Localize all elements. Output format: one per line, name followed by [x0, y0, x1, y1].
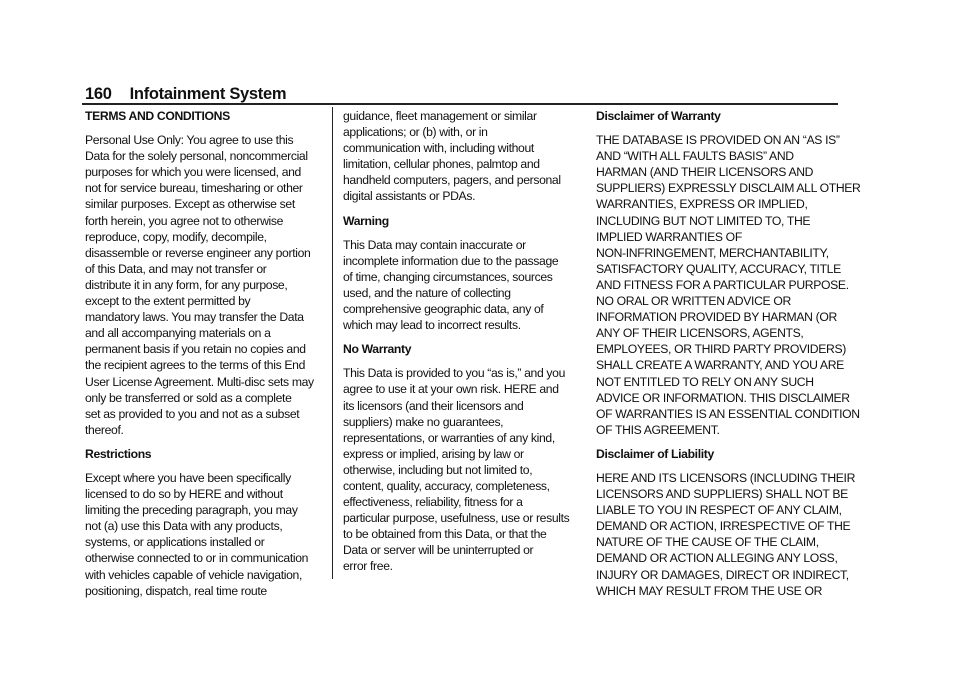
- text-line: which may lead to incorrect results.: [343, 318, 521, 333]
- text-line: limitation, cellular phones, palmtop and: [343, 157, 540, 172]
- text-line: error free.: [343, 559, 393, 574]
- text-line: SATISFACTORY QUALITY, ACCURACY, TITLE: [596, 261, 841, 276]
- column-right: [596, 108, 861, 607]
- text-line: NON-INFRINGEMENT, MERCHANTABILITY,: [596, 245, 829, 260]
- text-line: express or implied, arising by law or: [343, 446, 524, 461]
- text-line: AND “WITH ALL FAULTS BASIS” AND: [596, 149, 794, 164]
- text-line: This Data is provided to you “as is,” and you: [343, 366, 566, 381]
- text-line: agree to use it at your own risk. HERE and: [343, 382, 559, 397]
- text-line: otherwise connected to or in communication: [85, 551, 309, 566]
- text-line: User License Agreement. Multi-disc sets may: [85, 374, 314, 389]
- text-line: not (a) use this Data with any products,: [85, 519, 283, 534]
- column-middle: [343, 108, 583, 583]
- text-line: with vehicles capable of vehicle navigation,: [85, 567, 302, 582]
- text-line: the recipient agrees to the terms of this End: [85, 358, 306, 373]
- heading-restrictions: Restrictions: [85, 446, 152, 461]
- text-line: communication with, including without: [343, 141, 534, 156]
- paragraph-no-warranty: [343, 365, 583, 574]
- text-line: handheld computers, pagers, and personal: [343, 173, 561, 188]
- text-line: DEMAND OR ACTION, IRRESPECTIVE OF THE: [596, 519, 851, 534]
- text-line: DEMAND OR ACTION ALLEGING ANY LOSS,: [596, 551, 838, 566]
- text-line: Personal Use Only: You agree to use this: [85, 133, 294, 148]
- text-line: guidance, fleet management or similar: [343, 109, 537, 123]
- heading-disclaimer-of-liability: Disclaimer of Liability: [596, 446, 714, 461]
- text-line: content, quality, accuracy, completeness,: [343, 478, 550, 493]
- text-line: INCLUDING BUT NOT LIMITED TO, THE: [596, 213, 811, 228]
- text-line: set as provided to you and not as a subset: [85, 406, 300, 421]
- text-line: HERE AND ITS LICENSORS (INCLUDING THEIR: [596, 470, 856, 485]
- text-line: NOT ENTITLED TO RELY ON ANY SUCH: [596, 374, 814, 389]
- heading-disclaimer-of-warranty: Disclaimer of Warranty: [596, 109, 721, 123]
- text-line: ADVICE OR INFORMATION. THIS DISCLAIMER: [596, 390, 850, 405]
- text-line: NO ORAL OR WRITTEN ADVICE OR: [596, 294, 791, 309]
- text-line: OF THIS AGREEMENT.: [596, 422, 720, 437]
- page-header: [85, 84, 286, 104]
- text-line: incomplete information due to the passage: [343, 253, 559, 268]
- text-line: Except where you have been specifically: [85, 470, 291, 485]
- page-number: 160: [85, 85, 112, 103]
- heading-warning: Warning: [343, 213, 389, 228]
- text-line: except to the extent permitted by: [85, 294, 251, 309]
- text-line: This Data may contain inaccurate or: [343, 237, 526, 252]
- text-line: and all accompanying materials on a: [85, 326, 271, 341]
- paragraph-restrictions-continued: [343, 108, 583, 205]
- paragraph-restrictions: [85, 470, 325, 599]
- column-divider: [332, 107, 333, 579]
- text-line: comprehensive geographic data, any of: [343, 302, 544, 317]
- text-line: of time, changing circumstances, sources: [343, 269, 553, 284]
- text-line: Data for the solely personal, noncommercial: [85, 149, 308, 164]
- text-line: WARRANTIES, EXPRESS OR IMPLIED,: [596, 197, 808, 212]
- paragraph-disclaimer-of-warranty: [596, 132, 861, 438]
- text-line: OF WARRANTIES IS AN ESSENTIAL CONDITION: [596, 406, 860, 421]
- text-line: similar purposes. Except as otherwise set: [85, 197, 295, 212]
- text-line: particular purpose, usefulness, use or results: [343, 511, 570, 526]
- text-line: its licensors (and their licensors and: [343, 398, 524, 413]
- text-line: HARMAN (AND THEIR LICENSORS AND: [596, 165, 814, 180]
- text-line: EMPLOYEES, OR THIRD PARTY PROVIDERS): [596, 342, 846, 357]
- text-line: not for service bureau, timesharing or other: [85, 181, 303, 196]
- text-line: limiting the preceding paragraph, you may: [85, 503, 298, 518]
- text-line: SHALL CREATE A WARRANTY, AND YOU ARE: [596, 358, 844, 373]
- paragraph-personal-use: [85, 132, 325, 438]
- text-line: positioning, dispatch, real time route: [85, 583, 267, 598]
- text-line: reproduce, copy, modify, decompile,: [85, 229, 267, 244]
- text-line: NATURE OF THE CAUSE OF THE CLAIM,: [596, 535, 819, 550]
- text-line: WHICH MAY RESULT FROM THE USE OR: [596, 583, 823, 598]
- text-line: of this Data, and may not transfer or: [85, 261, 267, 276]
- paragraph-warning: [343, 237, 583, 334]
- text-line: INJURY OR DAMAGES, DIRECT OR INDIRECT,: [596, 567, 849, 582]
- text-line: systems, or applications installed or: [85, 535, 265, 550]
- text-line: otherwise, including but not limited to,: [343, 462, 533, 477]
- text-line: Data or server will be uninterrupted or: [343, 543, 534, 558]
- section-title: Infotainment System: [129, 85, 287, 103]
- text-line: mandatory laws. You may transfer the Data: [85, 310, 304, 325]
- text-line: INFORMATION PROVIDED BY HARMAN (OR: [596, 310, 837, 325]
- text-line: distribute it in any form, for any purpose,: [85, 277, 288, 292]
- text-line: digital assistants or PDAs.: [343, 189, 476, 204]
- text-line: ANY OF THEIR LICENSORS, AGENTS,: [596, 326, 804, 341]
- text-line: representations, or warranties of any kind,: [343, 430, 555, 445]
- text-line: SUPPLIERS) EXPRESSLY DISCLAIM ALL OTHER: [596, 181, 861, 196]
- header-rule: [82, 103, 838, 105]
- text-line: LIABLE TO YOU IN RESPECT OF ANY CLAIM,: [596, 503, 842, 518]
- text-line: purposes for which you were licensed, and: [85, 165, 301, 180]
- text-line: used, and the nature of collecting: [343, 285, 511, 300]
- text-line: permanent basis if you retain no copies and: [85, 342, 306, 357]
- text-line: IMPLIED WARRANTIES OF: [596, 229, 742, 244]
- text-line: LICENSORS AND SUPPLIERS) SHALL NOT BE: [596, 487, 848, 502]
- text-line: suppliers) make no guarantees,: [343, 414, 504, 429]
- text-line: disassemble or reverse engineer any portion: [85, 245, 311, 260]
- text-line: AND FITNESS FOR A PARTICULAR PURPOSE.: [596, 277, 849, 292]
- text-line: only be transferred or sold as a complete: [85, 390, 292, 405]
- text-line: forth herein, you agree not to otherwise: [85, 213, 284, 228]
- paragraph-disclaimer-of-liability: [596, 470, 856, 599]
- column-left: [85, 108, 325, 607]
- text-line: THE DATABASE IS PROVIDED ON AN “AS IS”: [596, 133, 840, 148]
- text-line: effectiveness, reliability, fitness for a: [343, 495, 523, 510]
- heading-no-warranty: No Warranty: [343, 342, 412, 357]
- heading-terms-and-conditions: TERMS AND CONDITIONS: [85, 109, 230, 123]
- text-line: applications; or (b) with, or in: [343, 125, 488, 140]
- text-line: licensed to do so by HERE and without: [85, 487, 283, 502]
- text-line: to be obtained from this Data, or that the: [343, 527, 547, 542]
- text-line: thereof.: [85, 422, 124, 437]
